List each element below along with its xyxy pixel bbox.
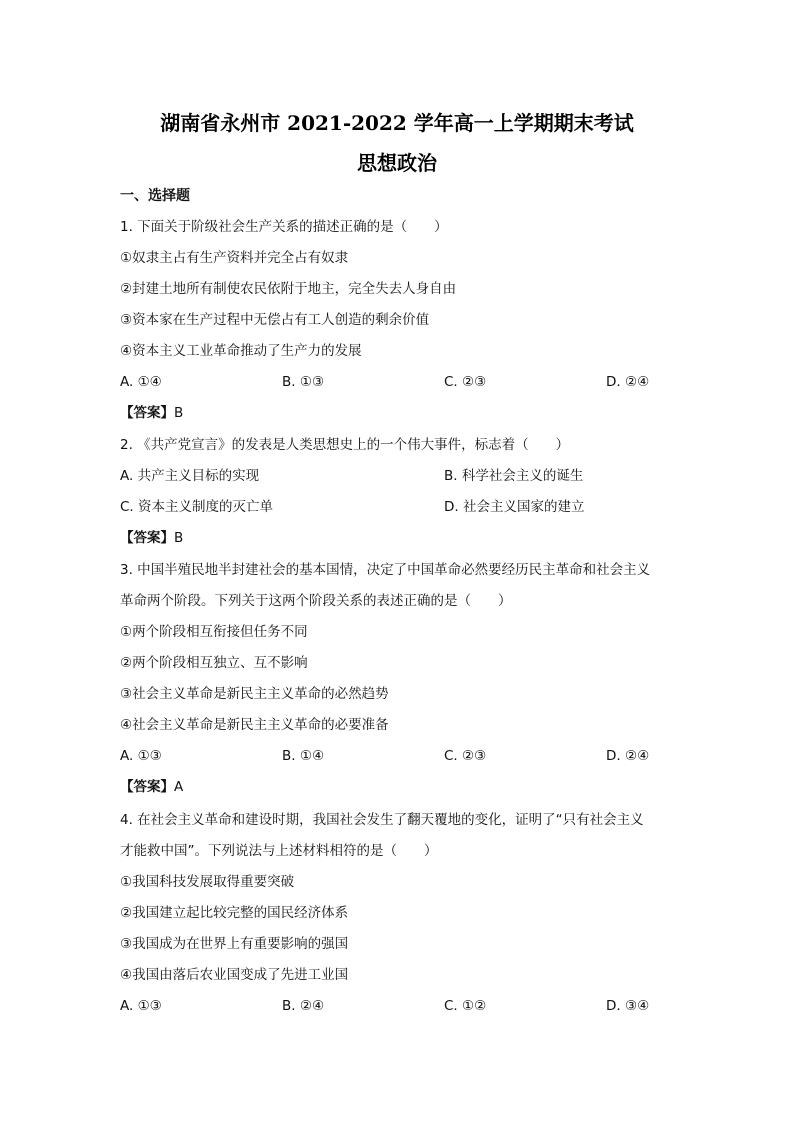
page-subtitle: 思想政治	[357, 151, 437, 175]
question-3-option-b: B. ①④	[282, 748, 325, 764]
question-3-option-c: C. ②③	[444, 748, 487, 764]
question-3-item: ①两个阶段相互衔接但任务不同	[120, 624, 308, 640]
question-4-item: ②我国建立起比较完整的国民经济体系	[120, 905, 349, 921]
question-2-answer	[120, 529, 183, 547]
answer-label: 【答案】	[120, 405, 174, 421]
question-3-stem-line-2: 革命两个阶段。下列关于这两个阶段关系的表述正确的是（ ）	[120, 593, 512, 609]
question-2-option-d: D. 社会主义国家的建立	[444, 499, 585, 515]
question-2-option-a: A. 共产主义目标的实现	[120, 468, 260, 484]
question-1-stem: 1. 下面关于阶级社会生产关系的描述正确的是（ ）	[120, 219, 448, 235]
question-1-answer	[120, 404, 183, 422]
question-1-option-b: B. ①③	[282, 374, 325, 390]
answer-value: A	[174, 779, 184, 795]
question-2-option-c: C. 资本主义制度的灭亡单	[120, 499, 274, 515]
question-2-option-b: B. 科学社会主义的诞生	[444, 468, 584, 484]
question-4-stem-line-2: 才能救中国”。下列说法与上述材料相符的是（ ）	[120, 843, 438, 859]
question-3-option-a: A. ①③	[120, 748, 162, 764]
section-heading: 一、选择题	[120, 188, 190, 204]
question-4-option-d: D. ③④	[606, 998, 650, 1014]
question-4-item: ④我国由落后农业国变成了先进工业国	[120, 967, 349, 983]
question-3-stem-line-1: 3. 中国半殖民地半封建社会的基本国情，决定了中国革命必然要经历民主革命和社会主义	[120, 562, 651, 578]
answer-value: B	[174, 405, 184, 421]
question-1-item: ①奴隶主占有生产资料并完全占有奴隶	[120, 250, 349, 266]
question-4-item: ③我国成为在世界上有重要影响的强国	[120, 936, 349, 952]
question-4-option-c: C. ①②	[444, 998, 487, 1014]
question-4-option-b: B. ②④	[282, 998, 325, 1014]
answer-label: 【答案】	[120, 779, 174, 795]
question-2-stem: 2. 《共产党宣言》的发表是人类思想史上的一个伟大事件，标志着（ ）	[120, 437, 570, 453]
question-1-option-c: C. ②③	[444, 374, 487, 390]
page-title: 湖南省永州市 2021-2022 学年高一上学期期末考试	[160, 111, 634, 135]
question-1-item: ④资本主义工业革命推动了生产力的发展	[120, 343, 362, 359]
question-4-item: ①我国科技发展取得重要突破	[120, 874, 295, 890]
question-1-item: ②封建土地所有制使农民依附于地主，完全失去人身自由	[120, 281, 457, 297]
question-4-stem-line-1: 4. 在社会主义革命和建设时期，我国社会发生了翻天覆地的变化，证明了“只有社会主义	[120, 812, 644, 828]
question-1-item: ③资本家在生产过程中无偿占有工人创造的剩余价值	[120, 312, 430, 328]
question-3-item: ②两个阶段相互独立、互不影响	[120, 655, 308, 671]
question-3-answer	[120, 778, 183, 796]
answer-label: 【答案】	[120, 530, 174, 546]
question-3-option-d: D. ②④	[606, 748, 650, 764]
answer-value: B	[174, 530, 184, 546]
question-3-item: ③社会主义革命是新民主主义革命的必然趋势	[120, 686, 389, 702]
question-1-option-a: A. ①④	[120, 374, 162, 390]
question-1-option-d: D. ②④	[606, 374, 650, 390]
question-3-item: ④社会主义革命是新民主主义革命的必要准备	[120, 717, 389, 733]
question-4-option-a: A. ①③	[120, 998, 162, 1014]
